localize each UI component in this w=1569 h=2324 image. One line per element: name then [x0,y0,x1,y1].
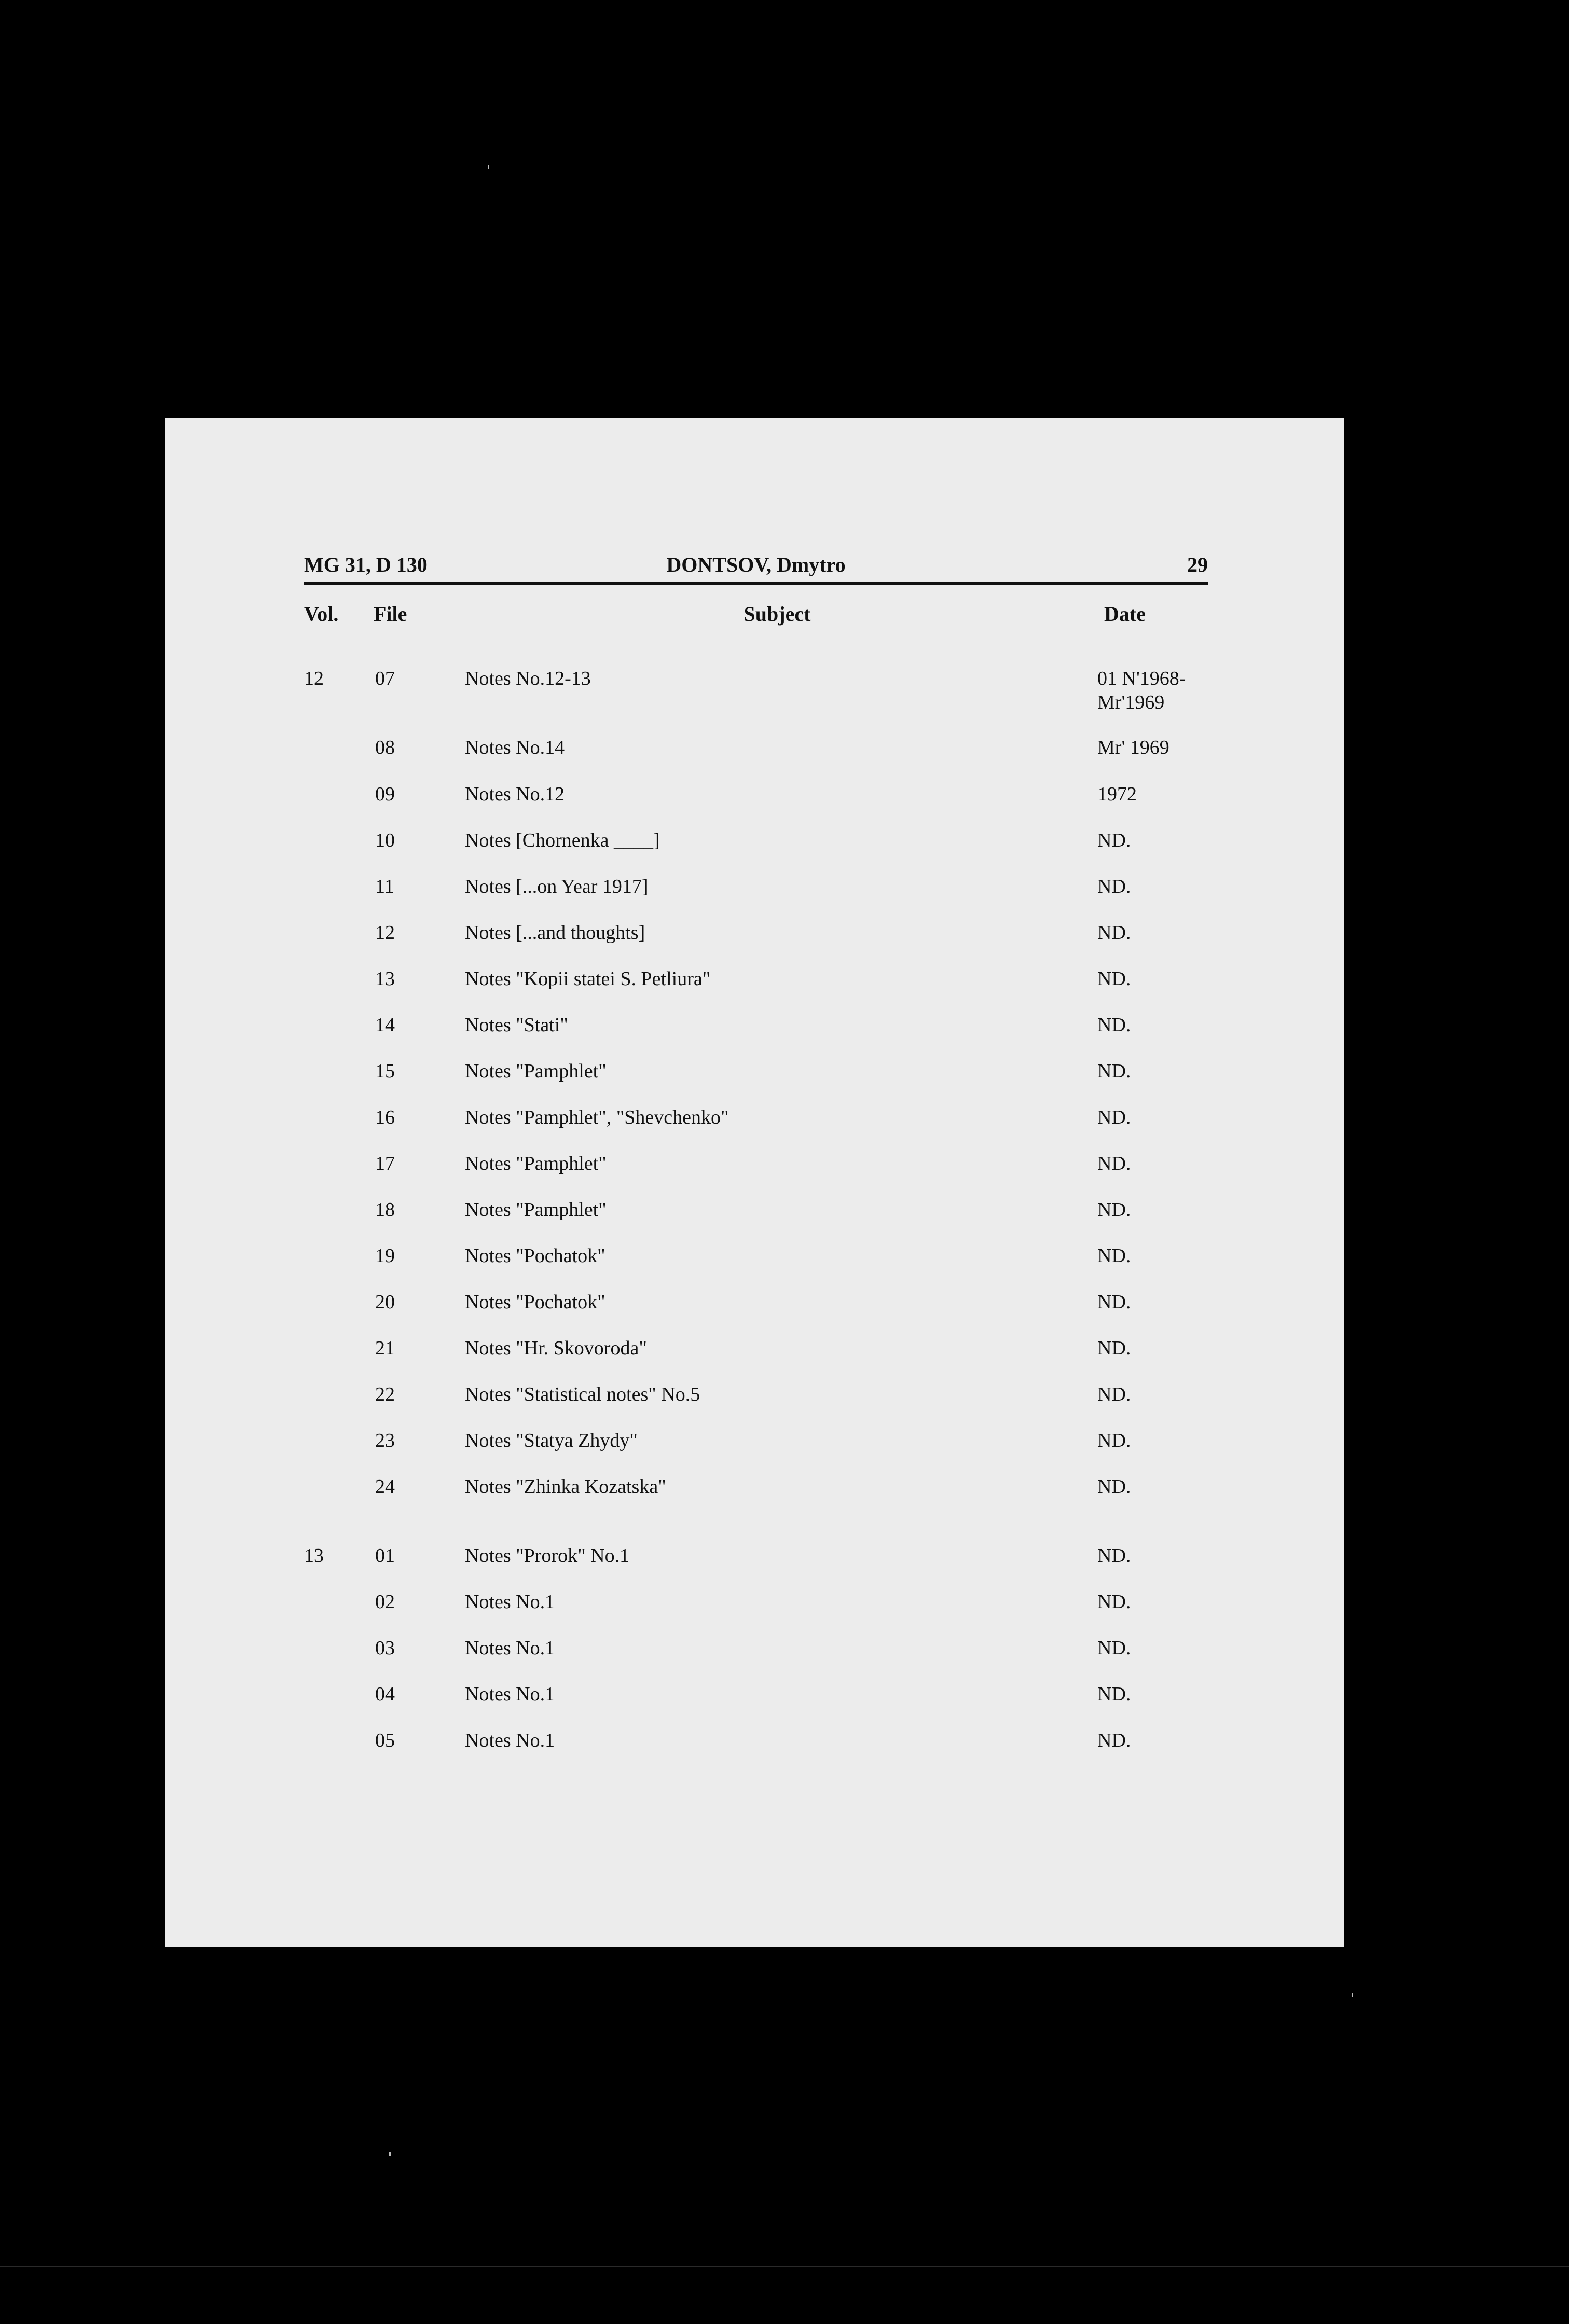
file-cell: 24 [375,1476,395,1498]
subject-cell: Notes No.1 [465,1683,555,1705]
date-cell: ND. [1097,1106,1131,1128]
file-cell: 05 [375,1730,395,1751]
file-cell: 15 [375,1060,395,1082]
date-cell: ND. [1097,876,1131,897]
subject-cell: Notes "Statistical notes" No.5 [465,1384,700,1405]
subject-cell: Notes "Prorok" No.1 [465,1545,630,1567]
subject-cell: Notes "Pamphlet" [465,1153,607,1174]
subject-cell: Notes "Statya Zhydy" [465,1430,638,1451]
subject-cell: Notes "Pamphlet", "Shevchenko" [465,1106,729,1128]
file-cell: 03 [375,1637,395,1659]
file-cell: 07 [375,668,395,689]
subject-cell: Notes No.1 [465,1730,555,1751]
header-rule [304,582,1208,585]
date-cell: ND. [1097,1637,1131,1659]
subject-cell: Notes No.14 [465,737,565,758]
subject-cell: Notes No.12 [465,783,565,805]
file-cell: 12 [375,922,395,944]
date-cell: ND. [1097,829,1131,851]
date-cell: ND. [1097,1199,1131,1221]
date-cell: ND. [1097,968,1131,990]
date-cell: ND. [1097,1245,1131,1267]
file-cell: 17 [375,1153,395,1174]
document-page [165,418,1344,1947]
subject-cell: Notes "Pamphlet" [465,1060,607,1082]
date-cell: ND. [1097,1730,1131,1751]
page-title: DONTSOV, Dmytro [666,553,846,576]
file-cell: 11 [375,876,394,897]
subject-cell: Notes "Kopii statei S. Petliura" [465,968,711,990]
file-cell: 08 [375,737,395,758]
file-cell: 01 [375,1545,395,1567]
volume-cell: 12 [304,668,324,689]
subject-cell: Notes No.1 [465,1591,555,1613]
date-cell: ND. [1097,1545,1131,1567]
file-cell: 14 [375,1014,395,1036]
column-header-vol: Vol. [304,602,339,626]
subject-cell: Notes "Zhinka Kozatska" [465,1476,666,1498]
date-cell: ND. [1097,1291,1131,1313]
file-cell: 19 [375,1245,395,1267]
subject-cell: Notes "Hr. Skovoroda" [465,1337,647,1359]
subject-cell: Notes "Pochatok" [465,1291,605,1313]
date-cell: ND. [1097,1060,1131,1082]
subject-cell: Notes [...and thoughts] [465,922,645,944]
file-cell: 02 [375,1591,395,1613]
column-header-file: File [374,602,407,626]
file-cell: 22 [375,1384,395,1405]
scan-speck [488,165,489,169]
date-cell: 1972 [1097,783,1137,805]
date-cell: ND. [1097,1384,1131,1405]
collection-reference: MG 31, D 130 [304,553,428,576]
date-cell: ND. [1097,1430,1131,1451]
file-cell: 18 [375,1199,395,1221]
subject-cell: Notes No.1 [465,1637,555,1659]
page-number: 29 [1187,553,1208,576]
subject-cell: Notes "Stati" [465,1014,568,1036]
date-cell: ND. [1097,1014,1131,1036]
date-cell: ND. [1097,1476,1131,1498]
date-cell: ND. [1097,1337,1131,1359]
subject-cell: Notes No.12-13 [465,668,591,689]
column-header-date: Date [1104,602,1146,626]
file-cell: 10 [375,829,395,851]
file-cell: 23 [375,1430,395,1451]
date-cell: Mr' 1969 [1097,737,1169,758]
date-cell: ND. [1097,1153,1131,1174]
subject-cell: Notes [Chornenka ____] [465,829,660,851]
scan-speck [1352,1993,1353,1997]
file-cell: 21 [375,1337,395,1359]
date-cell: 01 N'1968- Mr'1969 [1097,668,1186,713]
scan-speck [389,2152,391,2156]
file-cell: 04 [375,1683,395,1705]
date-cell: ND. [1097,922,1131,944]
file-cell: 13 [375,968,395,990]
file-cell: 20 [375,1291,395,1313]
subject-cell: Notes "Pochatok" [465,1245,605,1267]
date-cell: ND. [1097,1683,1131,1705]
file-cell: 16 [375,1106,395,1128]
page-header [304,552,1208,584]
file-cell: 09 [375,783,395,805]
subject-cell: Notes "Pamphlet" [465,1199,607,1221]
date-cell: ND. [1097,1591,1131,1613]
volume-cell: 13 [304,1545,324,1567]
scan-edge-line [0,2266,1569,2267]
column-header-subject: Subject [744,602,811,626]
subject-cell: Notes [...on Year 1917] [465,876,649,897]
